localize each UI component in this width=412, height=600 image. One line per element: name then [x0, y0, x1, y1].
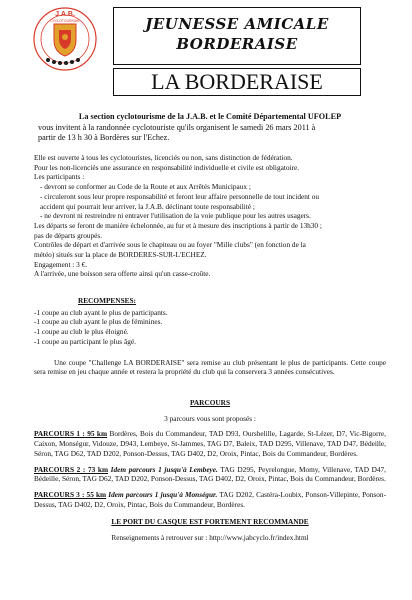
route-2-label: PARCOURS 2 : 73 km	[34, 464, 109, 474]
rule-line: - ne devront ni restreindre ni entraver l'utilisation de la voie publique pour les autres usagers.	[40, 211, 311, 221]
reward-item: -1 coupe au club ayant le plus de participants.	[34, 307, 168, 317]
rule-line: A l'arrivée, une boisson sera offerte ainsi qu'un casse-croûte.	[34, 269, 211, 279]
rule-line: - devront se conformer au Code de la Route et aux Arrêtés Municipaux ;	[40, 182, 251, 192]
rule-line: accident qui pourrait leur arriver, la J.A.B. déclinant toute responsabilité ;	[40, 201, 255, 211]
rule-line: Engagement : 3 €.	[34, 259, 88, 269]
routes-intro: 3 parcours vous sont proposés :	[164, 413, 256, 423]
route-3-label: PARCOURS 3 : 55 km	[34, 489, 107, 499]
rewards-block	[34, 296, 386, 377]
route-1	[34, 429, 386, 458]
challenge-text: Une coupe "Challenge LA BORDERAISE" sera remise au club présentant le plus de participants. Cette coupe sera remise en jeu chaque année et restera la propriété du club qui la conservera 3 années consécutives.	[34, 357, 386, 377]
rule-line: Les départs se feront de manière échelonnée, au fur et à mesure des inscriptions à partir de 13h30 ;	[34, 220, 322, 230]
route-3-text: TAG D202, Castéra-Loubix, Ponson-Villepinte, Ponson-Dessus, TAG D402, D2, Oroix, Pintac, Bois du Commandeur, Bordères.	[34, 489, 387, 509]
rule-line: Pour les non-licenciés une assurance en responsabilité individuelle et civile est obligatoire.	[34, 162, 300, 172]
intro-paragraph	[38, 112, 382, 144]
rewards-heading: RECOMPENSES:	[78, 296, 136, 305]
route-2-idem: Idem parcours 1 jusqu'à Lembeye.	[108, 464, 218, 474]
title-line-1: JEUNESSE AMICALE	[145, 15, 329, 33]
title-line-2: BORDERAISE	[176, 35, 298, 53]
reward-item: -1 coupe au club le plus éloigné.	[34, 327, 129, 337]
rule-line: Elle est ouverte à tous les cyclotouristes, licenciés ou non, sans distinction de fédération.	[34, 153, 293, 162]
intro-line-1: La section cyclotourisme de la J.A.B. et le Comité Départemental UFOLEP	[78, 112, 342, 121]
route-1-text: Bordères, Bois du Commandeur, TAD D93, Oursbelille, Lagarde, St-Lézer, D7, Vic-Bigorre, Caixon, Monségur, Vidouze, D943, Lembeye, St-Jammes, TAG D7, Baleix, TAD D295, Villenave, TAD D47, Bédeille, Séron, TAG D62, TAD D202, Ponson-Dessus, TAG D402, D2, Oroix, Pintac, Bois du Commandeur, Bordères.	[34, 429, 386, 458]
rules-block	[34, 153, 386, 279]
more-info-line: Renseignements à retrouver sur : http://www.jabcyclo.fr/index.html	[111, 533, 309, 543]
routes-heading: PARCOURS	[190, 398, 230, 407]
route-1-label: PARCOURS 1 : 95 km	[34, 429, 108, 439]
logo-top-text: J.A.B.	[55, 11, 75, 18]
route-3-idem: Idem parcours 1 jusqu'à Monségur.	[106, 489, 218, 499]
route-2	[34, 465, 386, 484]
jab-club-logo	[32, 6, 98, 72]
rule-line: Contrôles de départ et d'arrivée sous le chapiteau ou au foyer "Mille clubs" (en fonction de la	[34, 240, 306, 250]
intro-line-2: vous invitent à la randonnée cyclotouriste qu'ils organisent le samedi 26 mars 2011 à	[38, 122, 316, 132]
event-name: LA BORDERAISE	[151, 69, 323, 94]
routes-block	[34, 398, 386, 543]
reward-item: -1 coupe au club ayant le plus de féminines.	[34, 317, 163, 327]
jab-logo-emblem	[32, 6, 98, 72]
header-title-box	[113, 7, 361, 65]
logo-ring-text: CYCLOTOURISME	[50, 19, 80, 23]
rule-line: Les participants :	[34, 172, 85, 182]
reward-item: -1 coupe au participant le plus âgé.	[34, 336, 136, 346]
intro-line-3: partir de 13 h 30 à Bordères sur l'Echez.	[38, 133, 170, 142]
rule-line: météo) situés sur la place de BORDERES-SUR-L'ECHEZ.	[34, 250, 207, 260]
route-3	[34, 490, 386, 509]
helmet-notice: LE PORT DU CASQUE EST FORTEMENT RECOMMANDE	[111, 517, 309, 527]
event-name-box	[113, 68, 361, 96]
rule-line: - circuleront sous leur propre responsabilité et feront leur affaire personnelle de tout incident ou	[40, 191, 320, 201]
route-2-text: TAG D295, Peyrelongue, Momy, Villenave, TAD D47, Bédeille, Séron, TAG D62, TAD D202, Ponson-Dessus, TAG D402, D2, Oroix, Pintac, Bois du Commandeur, Bordères.	[34, 464, 386, 484]
rule-line: pas de départs groupés.	[34, 230, 103, 240]
